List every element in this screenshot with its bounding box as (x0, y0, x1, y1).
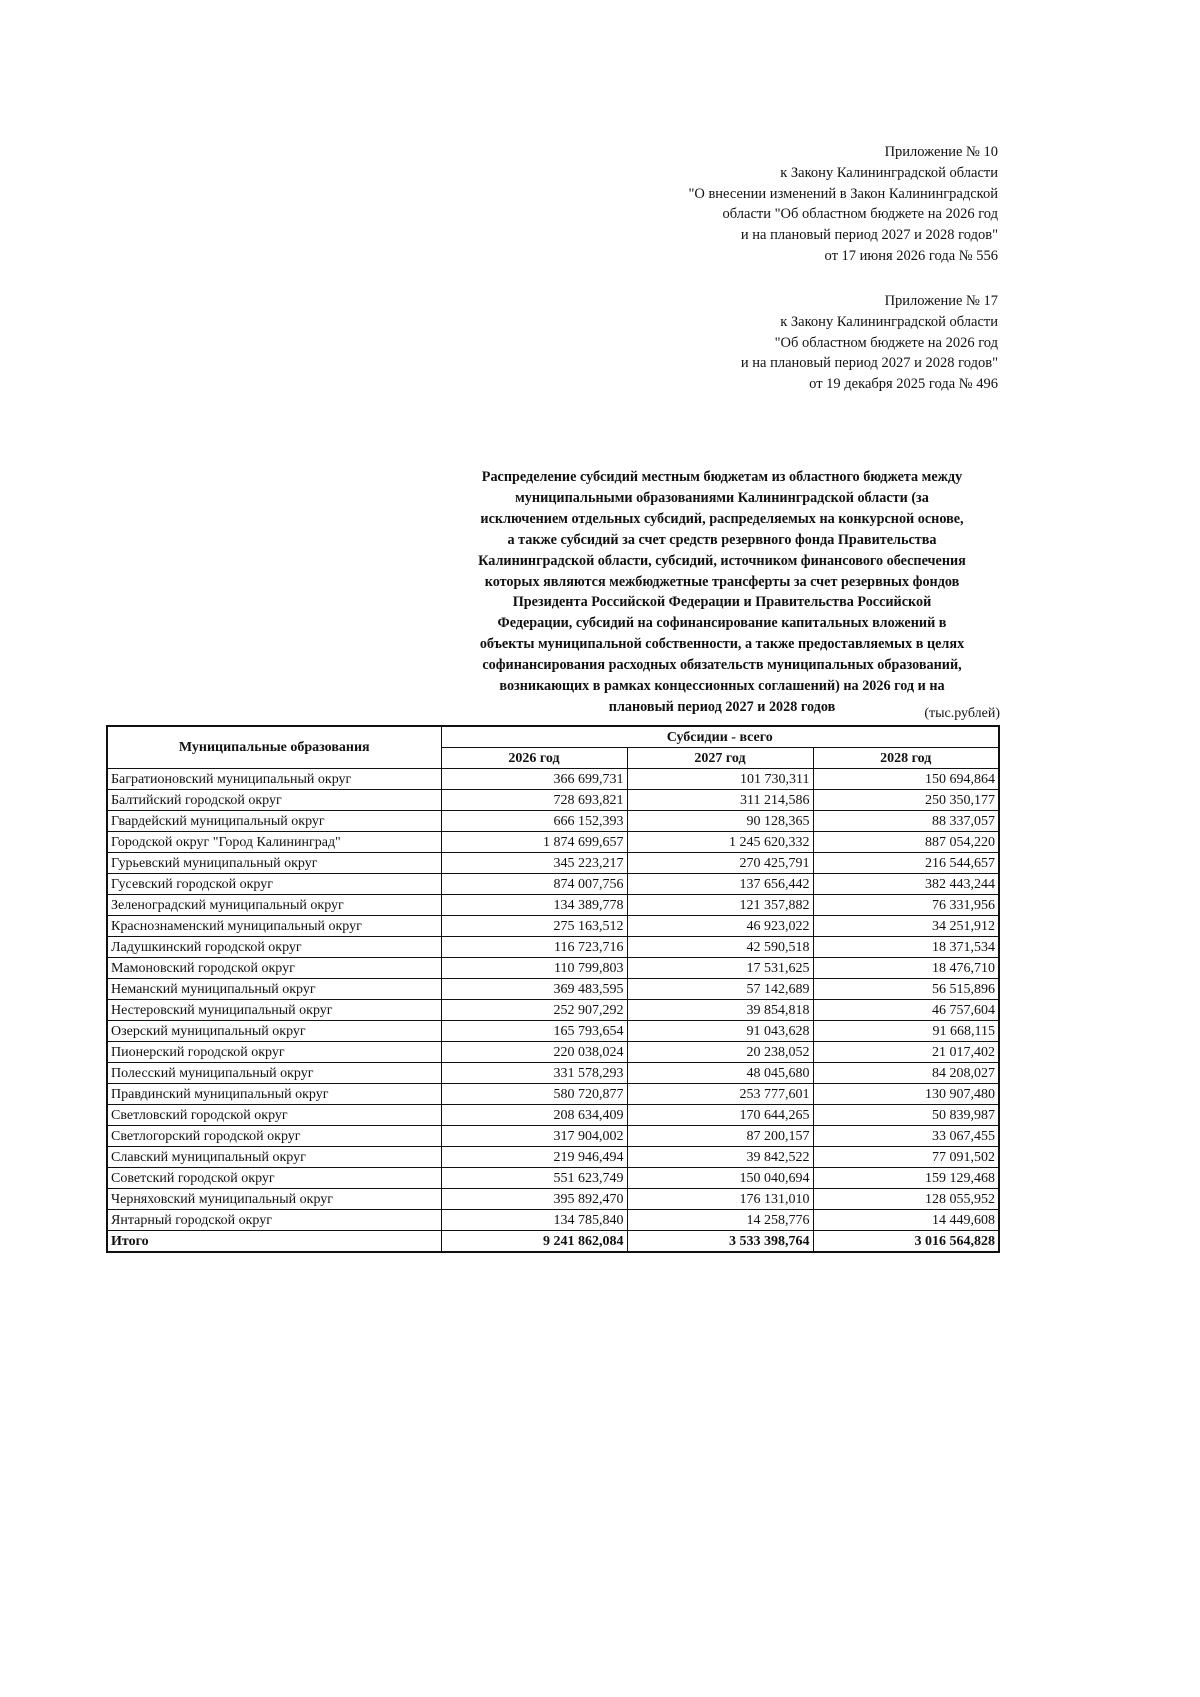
table-row (107, 832, 999, 853)
table-row (107, 937, 999, 958)
annex-17-line: и на плановый период 2027 и 2028 годов" (740, 355, 998, 372)
value-2028-cell: 84 208,027 (813, 1063, 999, 1084)
annex-10-line: Приложение № 10 (884, 144, 998, 160)
value-2027-cell: 91 043,628 (627, 1021, 813, 1042)
value-2028-cell: 18 476,710 (813, 958, 999, 979)
value-2027-cell: 90 128,365 (627, 811, 813, 832)
value-2027-cell: 48 045,680 (627, 1063, 813, 1084)
value-2026-cell: 275 163,512 (441, 916, 627, 937)
title-line: которых являются межбюджетные трансферты за счет резервных фондов (484, 573, 960, 590)
value-2026-cell: 369 483,595 (441, 979, 627, 1000)
table-row (107, 1126, 999, 1147)
value-2028-cell: 382 443,244 (813, 874, 999, 895)
title-line: исключением отдельных субсидий, распределяемых на конкурсной основе, (480, 510, 964, 527)
title-line: софинансирования расходных обязательств муниципальных образований, (482, 657, 962, 674)
table-total-row (107, 1231, 999, 1253)
municipality-name-cell: Янтарный городской округ (107, 1210, 441, 1231)
municipality-name-cell: Гусевский городской округ (107, 874, 441, 895)
annex-17-line: "Об областном бюджете на 2026 год (774, 334, 998, 351)
table-row (107, 916, 999, 937)
value-2027-cell: 57 142,689 (627, 979, 813, 1000)
value-2028-cell: 34 251,912 (813, 916, 999, 937)
column-header-subsidies-total: Субсидии - всего (441, 726, 999, 748)
title-line: объекты муниципальной собственности, а также предоставляемых в целях (479, 636, 965, 653)
value-2027-cell: 176 131,010 (627, 1189, 813, 1210)
value-2026-cell: 395 892,470 (441, 1189, 627, 1210)
annex-10-line: области "Об областном бюджете на 2026 год (722, 206, 998, 223)
municipality-name-cell: Советский городской округ (107, 1168, 441, 1189)
value-2026-cell: 220 038,024 (441, 1042, 627, 1063)
value-2028-cell: 56 515,896 (813, 979, 999, 1000)
value-2027-cell: 20 238,052 (627, 1042, 813, 1063)
value-2026-cell: 728 693,821 (441, 790, 627, 811)
annex-10-header (688, 142, 998, 267)
column-header-municipality: Муниципальные образования (107, 726, 441, 769)
value-2027-cell: 270 425,791 (627, 853, 813, 874)
municipality-name-cell: Полесский муниципальный округ (107, 1063, 441, 1084)
table-row (107, 874, 999, 895)
table-row (107, 1021, 999, 1042)
table-row (107, 1042, 999, 1063)
value-2027-cell: 121 357,882 (627, 895, 813, 916)
value-2026-cell: 219 946,494 (441, 1147, 627, 1168)
table-row (107, 1147, 999, 1168)
value-2027-cell: 137 656,442 (627, 874, 813, 895)
table-row (107, 769, 999, 790)
value-2027-cell: 14 258,776 (627, 1210, 813, 1231)
table-row (107, 1105, 999, 1126)
value-2026-cell: 208 634,409 (441, 1105, 627, 1126)
value-2028-cell: 46 757,604 (813, 1000, 999, 1021)
total-label-cell: Итого (107, 1231, 441, 1253)
value-2026-cell: 331 578,293 (441, 1063, 627, 1084)
subsidies-table (106, 725, 1000, 1253)
value-2028-cell: 150 694,864 (813, 769, 999, 790)
value-2027-cell: 46 923,022 (627, 916, 813, 937)
municipality-name-cell: Зеленоградский муниципальный округ (107, 895, 441, 916)
municipality-name-cell: Гвардейский муниципальный округ (107, 811, 441, 832)
value-2026-cell: 134 389,778 (441, 895, 627, 916)
value-2027-cell: 39 854,818 (627, 1000, 813, 1021)
value-2027-cell: 101 730,311 (627, 769, 813, 790)
value-2028-cell: 14 449,608 (813, 1210, 999, 1231)
value-2026-cell: 116 723,716 (441, 937, 627, 958)
value-2027-cell: 170 644,265 (627, 1105, 813, 1126)
table-row (107, 790, 999, 811)
table-row (107, 1189, 999, 1210)
table-row (107, 1210, 999, 1231)
value-2028-cell: 88 337,057 (813, 811, 999, 832)
value-2026-cell: 110 799,803 (441, 958, 627, 979)
annex-17-header (741, 291, 998, 395)
value-2027-cell: 253 777,601 (627, 1084, 813, 1105)
municipality-name-cell: Черняховский муниципальный округ (107, 1189, 441, 1210)
title-line: а также субсидий за счет средств резервного фонда Правительства (507, 531, 937, 548)
municipality-name-cell: Краснознаменский муниципальный округ (107, 916, 441, 937)
annex-10-line: от 17 июня 2026 года № 556 (824, 247, 998, 264)
document-title (432, 467, 1012, 718)
municipality-name-cell: Нестеровский муниципальный округ (107, 1000, 441, 1021)
value-2028-cell: 21 017,402 (813, 1042, 999, 1063)
table-row (107, 1168, 999, 1189)
title-line: Распределение субсидий местным бюджетам из областного бюджета между (481, 469, 963, 485)
municipality-name-cell: Балтийский городской округ (107, 790, 441, 811)
title-line: возникающих в рамках концессионных соглашений) на 2026 год и на (499, 678, 945, 695)
value-2028-cell: 128 055,952 (813, 1189, 999, 1210)
municipality-name-cell: Правдинский муниципальный округ (107, 1084, 441, 1105)
value-2028-cell: 77 091,502 (813, 1147, 999, 1168)
table-row (107, 979, 999, 1000)
value-2028-cell: 216 544,657 (813, 853, 999, 874)
value-2028-cell: 250 350,177 (813, 790, 999, 811)
table-row (107, 853, 999, 874)
table-header-row (107, 726, 999, 748)
municipality-name-cell: Багратионовский муниципальный округ (107, 769, 441, 790)
annex-10-line: "О внесении изменений в Закон Калининградской (688, 185, 998, 202)
title-line: муниципальными образованиями Калининградской области (за (515, 489, 929, 506)
annex-17-line: Приложение № 17 (884, 293, 998, 309)
total-2026-cell: 9 241 862,084 (441, 1231, 627, 1253)
total-2027-cell: 3 533 398,764 (627, 1231, 813, 1253)
value-2026-cell: 345 223,217 (441, 853, 627, 874)
value-2027-cell: 311 214,586 (627, 790, 813, 811)
municipality-name-cell: Славский муниципальный округ (107, 1147, 441, 1168)
value-2027-cell: 1 245 620,332 (627, 832, 813, 853)
value-2027-cell: 150 040,694 (627, 1168, 813, 1189)
table-row (107, 1063, 999, 1084)
column-header-year: 2026 год (441, 748, 627, 769)
municipality-name-cell: Ладушкинский городской округ (107, 937, 441, 958)
municipality-name-cell: Гурьевский муниципальный округ (107, 853, 441, 874)
value-2028-cell: 18 371,534 (813, 937, 999, 958)
table-body (107, 769, 999, 1253)
title-line: Президента Российской Федерации и Правительства Российской (512, 594, 932, 611)
value-2026-cell: 874 007,756 (441, 874, 627, 895)
table-row (107, 958, 999, 979)
value-2026-cell: 666 152,393 (441, 811, 627, 832)
value-2027-cell: 42 590,518 (627, 937, 813, 958)
table-row (107, 811, 999, 832)
municipality-name-cell: Пионерский городской округ (107, 1042, 441, 1063)
value-2027-cell: 17 531,625 (627, 958, 813, 979)
municipality-name-cell: Неманский муниципальный округ (107, 979, 441, 1000)
municipality-name-cell: Мамоновский городской округ (107, 958, 441, 979)
municipality-name-cell: Озерский муниципальный округ (107, 1021, 441, 1042)
value-2028-cell: 887 054,220 (813, 832, 999, 853)
value-2026-cell: 580 720,877 (441, 1084, 627, 1105)
table-row (107, 1084, 999, 1105)
annex-10-line: к Закону Калининградской области (780, 164, 998, 181)
annex-17-line: к Закону Калининградской области (780, 313, 998, 330)
column-header-year: 2027 год (627, 748, 813, 769)
table-row (107, 895, 999, 916)
annex-10-line: и на плановый период 2027 и 2028 годов" (740, 227, 998, 244)
value-2026-cell: 252 907,292 (441, 1000, 627, 1021)
title-line: Калининградской области, субсидий, источником финансового обеспечения (478, 552, 966, 569)
column-header-year: 2028 год (813, 748, 999, 769)
municipality-name-cell: Светлогорский городской округ (107, 1126, 441, 1147)
value-2026-cell: 317 904,002 (441, 1126, 627, 1147)
value-2026-cell: 1 874 699,657 (441, 832, 627, 853)
value-2028-cell: 33 067,455 (813, 1126, 999, 1147)
units-label: (тыс.рублей) (924, 706, 1000, 721)
municipality-name-cell: Городской округ "Город Калининград" (107, 832, 441, 853)
total-2028-cell: 3 016 564,828 (813, 1231, 999, 1253)
annex-17-line: от 19 декабря 2025 года № 496 (809, 376, 998, 393)
value-2028-cell: 159 129,468 (813, 1168, 999, 1189)
value-2026-cell: 366 699,731 (441, 769, 627, 790)
table-row (107, 1000, 999, 1021)
value-2028-cell: 91 668,115 (813, 1021, 999, 1042)
value-2028-cell: 50 839,987 (813, 1105, 999, 1126)
value-2027-cell: 39 842,522 (627, 1147, 813, 1168)
title-line: плановый период 2027 и 2028 годов (608, 698, 836, 715)
value-2026-cell: 551 623,749 (441, 1168, 627, 1189)
title-line: Федерации, субсидий на софинансирование капитальных вложений в (497, 615, 947, 632)
municipality-name-cell: Светловский городской округ (107, 1105, 441, 1126)
value-2026-cell: 134 785,840 (441, 1210, 627, 1231)
value-2028-cell: 76 331,956 (813, 895, 999, 916)
value-2028-cell: 130 907,480 (813, 1084, 999, 1105)
value-2026-cell: 165 793,654 (441, 1021, 627, 1042)
value-2027-cell: 87 200,157 (627, 1126, 813, 1147)
